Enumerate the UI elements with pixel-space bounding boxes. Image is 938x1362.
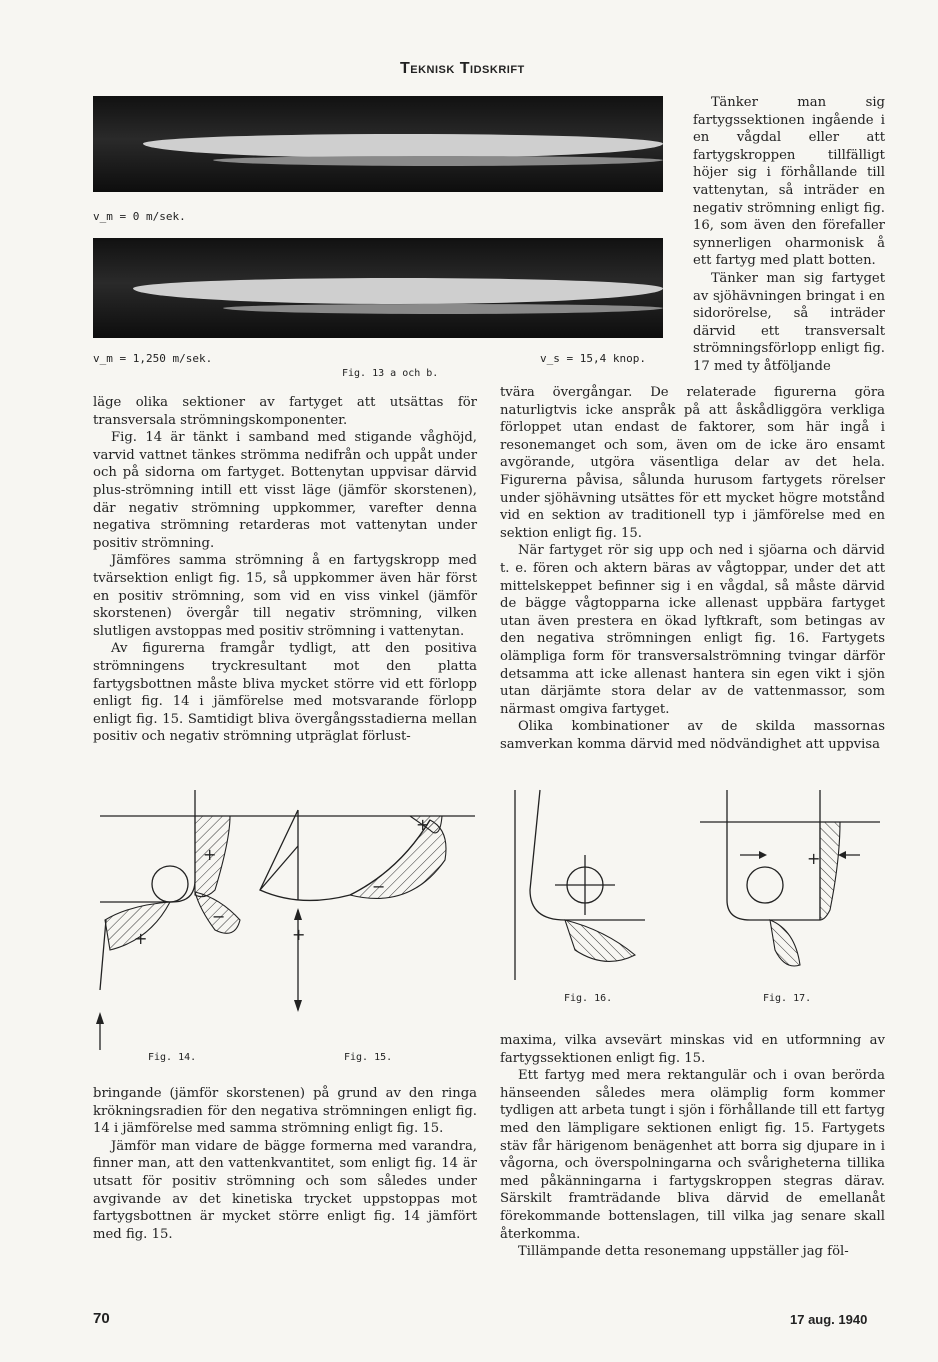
right-bottom-text: [500, 1032, 885, 1261]
paragraph: Av figurerna framgår tydligt, att den positiva strömningens tryckresultant mot den platta fartygsbottnen måste bliva mycket större vid ett förlopp enligt fig. 14 i jämförelse med motsvarande förlopp enligt fig. 15. Samtidigt bliva övergångsstadierna mellan positiv och negativ strömning utpräglat förlust-: [93, 641, 477, 745]
paragraph: maxima, vilka avsevärt minskas vid en utformning av fartygssektionen enligt fig. 15.: [500, 1033, 885, 1066]
caption-vs: v_s = 15,4 knop.: [540, 352, 646, 365]
plus-sign: +: [416, 815, 430, 834]
plus-sign: +: [134, 929, 148, 948]
paragraph: Ett fartyg med mera rektangulär och i ovan berörda hänseenden således mera olämplig form kommer tydligen att arbeta tungt i sjön i förhållande till ett fartyg med den lämpligare sektionen enligt fig. 15. Fartygets stäv får härigenom benägenhet att borra sig djupare in i vågorna, och överspolningarna och svårigheterna tillika med påkänningarna i fartygskroppen stegras därav. Särskilt framträdande bliva därvid de emellanåt förekommande bottenslagen, till vilka jag senare skall återkomma.: [500, 1068, 885, 1242]
caption-fig15: Fig. 15.: [344, 1052, 393, 1063]
paragraph: Tillämpande detta resonemang uppställer jag föl-: [518, 1244, 849, 1260]
left-column-text: [93, 394, 477, 746]
caption-vm-0: v_m = 0 m/sek.: [93, 210, 186, 223]
paragraph: läge olika sektioner av fartyget att utsättas för transversala strömningskomponenter.: [93, 395, 477, 428]
figure-14-15: [90, 780, 485, 1050]
page-number: 70: [93, 1310, 110, 1327]
right-column-text: [500, 384, 885, 753]
right-top-text: [693, 94, 885, 376]
paragraph: Jämföres samma strömning å en fartygskropp med tvärsektion enligt fig. 15, så uppkommer även här först en positiv strömning, som vid en viss vinkel (jämför skorstenen) övergår till negativ strömning, vilken slutligen avstoppas med positiv strömning i vattenytan.: [93, 553, 477, 639]
paragraph: Tänker man sig fartygssektionen ingående i en vågdal eller att fartygskroppen tillfälligt höjer sig i förhållande till vattenytan, så inträder en negativ strömning enligt fig. 16, som även den förefaller synnerligen oharmonisk å ett fartyg med platt botten.: [693, 95, 885, 269]
paragraph: bringande (jämför skorstenen) på grund av den ringa krökningsradien för den negativa strömningen enligt fig. 14 i jämförelse med samma strömning enligt fig. 15.: [93, 1086, 477, 1137]
paragraph: Tänker man sig fartyget av sjöhävningen bringat i en sidorörelse, så inträder därvid ett transversalt strömningsförlopp enligt fig. 17 med ty åtföljande: [693, 270, 885, 374]
journal-title: Teknisk Tidskrift: [400, 60, 525, 77]
photo-fig13a: [93, 96, 663, 192]
caption-fig16: Fig. 16.: [564, 993, 613, 1004]
paragraph: Fig. 14 är tänkt i samband med stigande våghöjd, varvid vattnet tänkes strömma nedifrån och uppåt under och på sidorna om fartyget. Bottenytan uppvisar därvid plus-strömning intill ett visst läge (jämför skorstenen), där negativ strömning uppkommer, varefter denna negativa strömning retarderas mot vattenytan under positiv strömning.: [93, 430, 477, 551]
paragraph: Olika kombinationer av de skilda massornas samverkan komma därvid med nödvändighet att uppvisa: [500, 719, 885, 752]
paragraph: tvära övergångar. De relaterade figurerna göra naturligtvis icke anspråk på att åskådliggöra verkliga förloppet utan endast de faktorer, som här ingå i resonemanget och som, även om de icke äro ensamt avgörande, utgöra väsentliga delar av det hela. Figurerna påvisa, sålunda hurusom fartygets rörelser under sjöhävning utsättes för ett mycket högre motstånd vid en sektion av traditionell typ i jämförelse med en sektion enligt fig. 15.: [500, 385, 885, 541]
minus-sign: −: [212, 907, 226, 926]
plus-sign: +: [292, 925, 306, 944]
left-bottom-text: [93, 1085, 477, 1243]
paragraph: När fartyget rör sig upp och ned i sjöarna och därvid t. e. fören och aktern bäras av vågtoppar, under det att mittelskeppet befinner sig i en vågdal, så måste därvid de bägge vågtopparna icke allenast uppbära fartyget utan även prestera en ökad lyftkraft, som betingas av den negativa strömningen enligt fig. 16. Fartygets olämpliga form för transversalströmning tvingar därför detsamma att icke allenast hantera sin egen vikt i sjön utan därjämte stora delar av de vattenmassor, som närmast omgiva fartyget.: [500, 543, 885, 717]
photo-fig13b: [93, 238, 663, 338]
issue-date: 17 aug. 1940: [790, 1312, 868, 1327]
caption-fig17: Fig. 17.: [763, 993, 812, 1004]
caption-fig13: Fig. 13 a och b.: [342, 368, 439, 379]
caption-fig14: Fig. 14.: [148, 1052, 197, 1063]
minus-sign: −: [372, 877, 386, 896]
figure-16-17: [495, 780, 885, 995]
plus-sign: +: [203, 845, 217, 864]
paragraph: Jämför man vidare de bägge formerna med varandra, finner man, att den vattenkvantitet, som enligt fig. 14 är utsatt för positiv strömning och som således under avgivande av det kinetiska trycket uppstoppas mot fartygsbottnen är mycket större enligt fig. 14 jämfört med fig. 15.: [93, 1138, 477, 1242]
plus-sign: +: [807, 849, 821, 868]
caption-vm-1250: v_m = 1,250 m/sek.: [93, 352, 213, 365]
